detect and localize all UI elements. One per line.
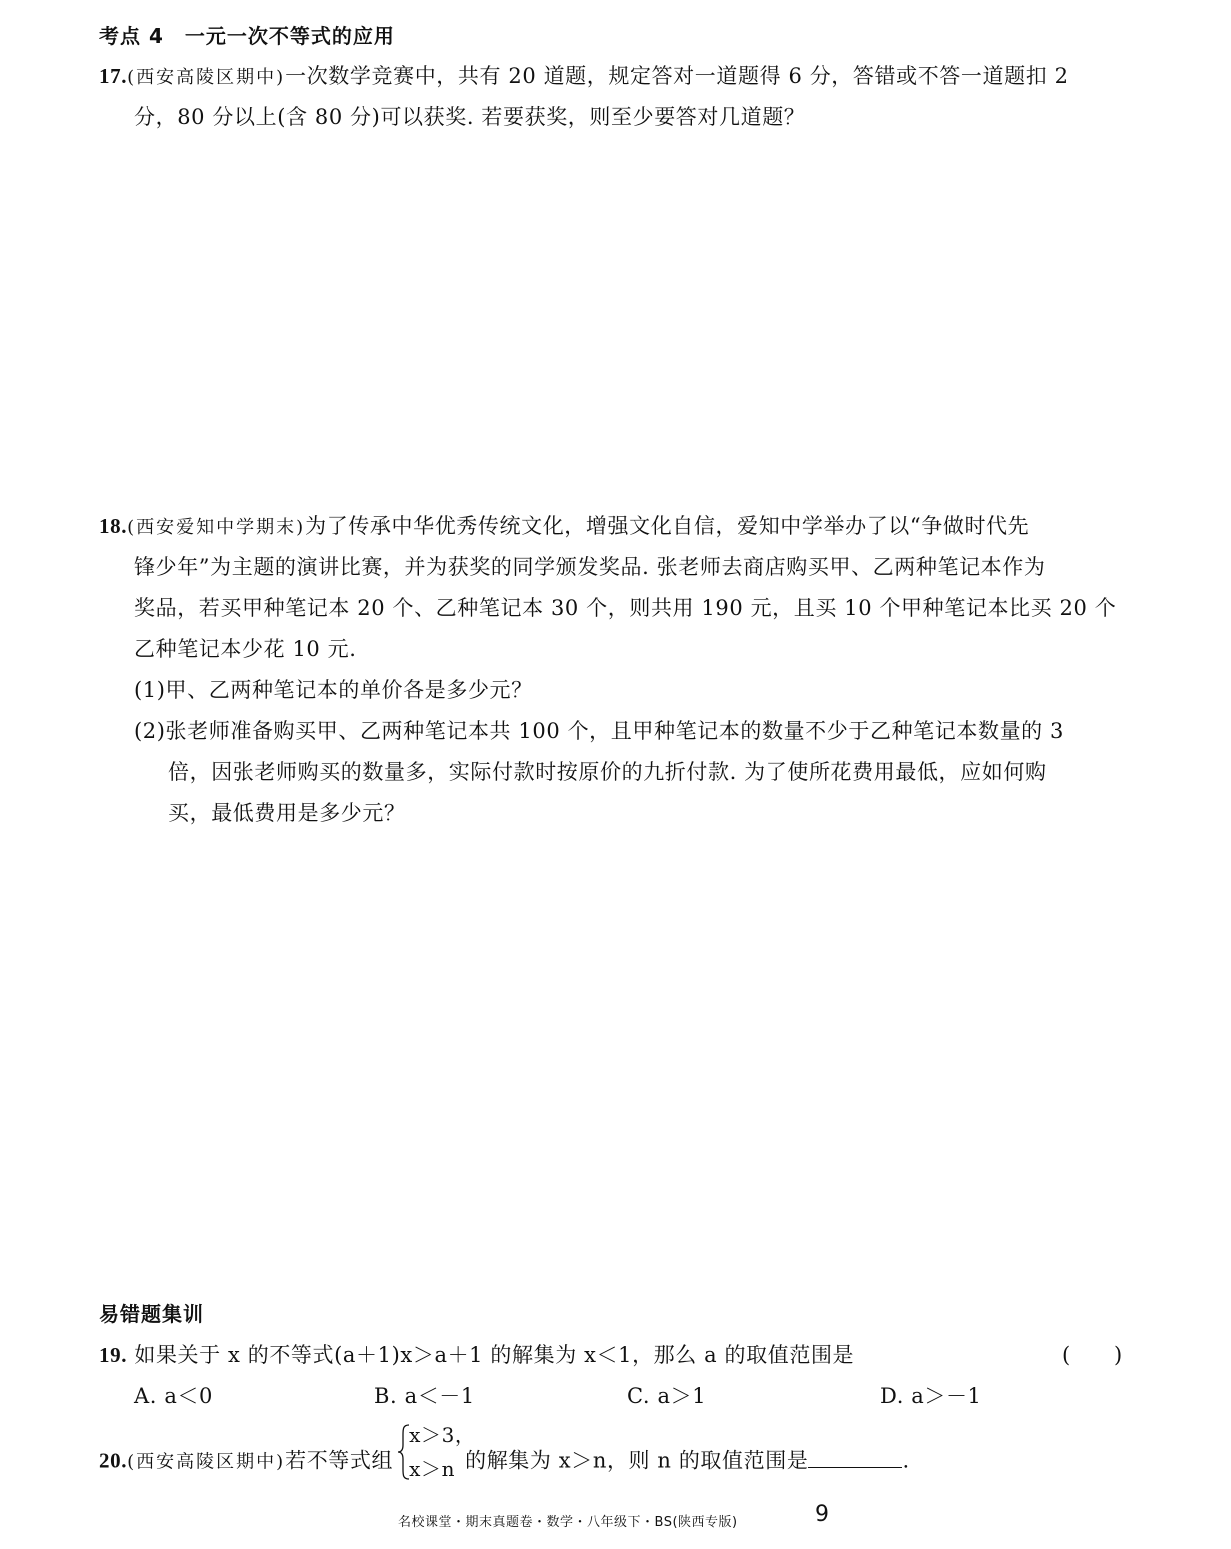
- question-18-line-2: 锋少年”为主题的演讲比赛，并为获奖的同学颁发奖品. 张老师去商店购买甲、乙两种笔记本作为: [134, 555, 1046, 579]
- question-18-line-1: [99, 510, 1029, 540]
- option-c: C. a＞1: [627, 1384, 707, 1408]
- system-line-1: x＞3，: [409, 1423, 476, 1447]
- question-number: 17.: [99, 64, 128, 88]
- answer-blank: [808, 1447, 902, 1468]
- question-20-line-1: [99, 1423, 910, 1481]
- question-source: (西安爱知中学期末): [127, 517, 306, 538]
- system-line-2: x＞n: [409, 1457, 456, 1481]
- question-number: 19.: [99, 1343, 128, 1367]
- question-18-line-3: 奖品，若买甲种笔记本 20 个、乙种笔记本 30 个，则共用 190 元，且买 10 个甲种笔记本比买 20 个: [134, 596, 1117, 620]
- question-18-sub-2-line-2: 倍，因张老师购买的数量多，实际付款时按原价的九折付款. 为了使所花费用最低，应如何购: [168, 760, 1047, 784]
- question-number: 18.: [99, 514, 128, 538]
- question-18-sub-2-line-3: 买，最低费用是多少元？: [168, 801, 406, 825]
- option-a: A. a＜0: [134, 1384, 213, 1408]
- question-18-line-4: 乙种笔记本少花 10 元.: [134, 637, 357, 661]
- question-source: (西安高陵区期中): [127, 1451, 286, 1473]
- question-text-before: 若不等式组: [285, 1448, 394, 1473]
- question-17-line-1: [99, 60, 1069, 90]
- question-18-sub-2-line-1: (2)张老师准备购买甲、乙两种笔记本共 100 个，且甲种笔记本的数量不少于乙种笔记本数量的 3: [134, 719, 1065, 743]
- question-number: 20.: [99, 1448, 128, 1473]
- inequality-system: [397, 1423, 476, 1481]
- question-18-sub-1: (1)甲、乙两种笔记本的单价各是多少元？: [134, 678, 533, 702]
- question-text: 如果关于 x 的不等式(a＋1)x＞a＋1 的解集为 x＜1，那么 a 的取值范围是: [134, 1343, 855, 1367]
- option-d: D. a＞－1: [880, 1384, 982, 1408]
- question-text: 一次数学竞赛中，共有 20 道题，规定答对一道题得 6 分，答错或不答一道题扣 2: [285, 64, 1069, 88]
- page-footer: 名校课堂・期末真题卷・数学・八年级下・BS(陕西专版): [398, 1515, 738, 1530]
- question-source: (西安高陵区期中): [127, 67, 286, 88]
- question-text: 为了传承中华优秀传统文化，增强文化自信，爱知中学举办了以“争做时代先: [305, 514, 1030, 538]
- answer-bracket: ( ): [1062, 1343, 1123, 1367]
- question-17-line-2: 分，80 分以上(含 80 分)可以获奖. 若要获奖，则至少要答对几道题？: [134, 105, 806, 129]
- section-heading-4: 考点 4 一元一次不等式的应用: [99, 24, 395, 48]
- question-text-after: 的解集为 x＞n，则 n 的取值范围是: [465, 1448, 809, 1473]
- page-number: 9: [815, 1502, 829, 1527]
- section-heading-errors: 易错题集训: [99, 1302, 204, 1326]
- question-end: .: [902, 1448, 910, 1473]
- option-b: B. a＜－1: [374, 1384, 475, 1408]
- question-19-line-1: [99, 1339, 854, 1369]
